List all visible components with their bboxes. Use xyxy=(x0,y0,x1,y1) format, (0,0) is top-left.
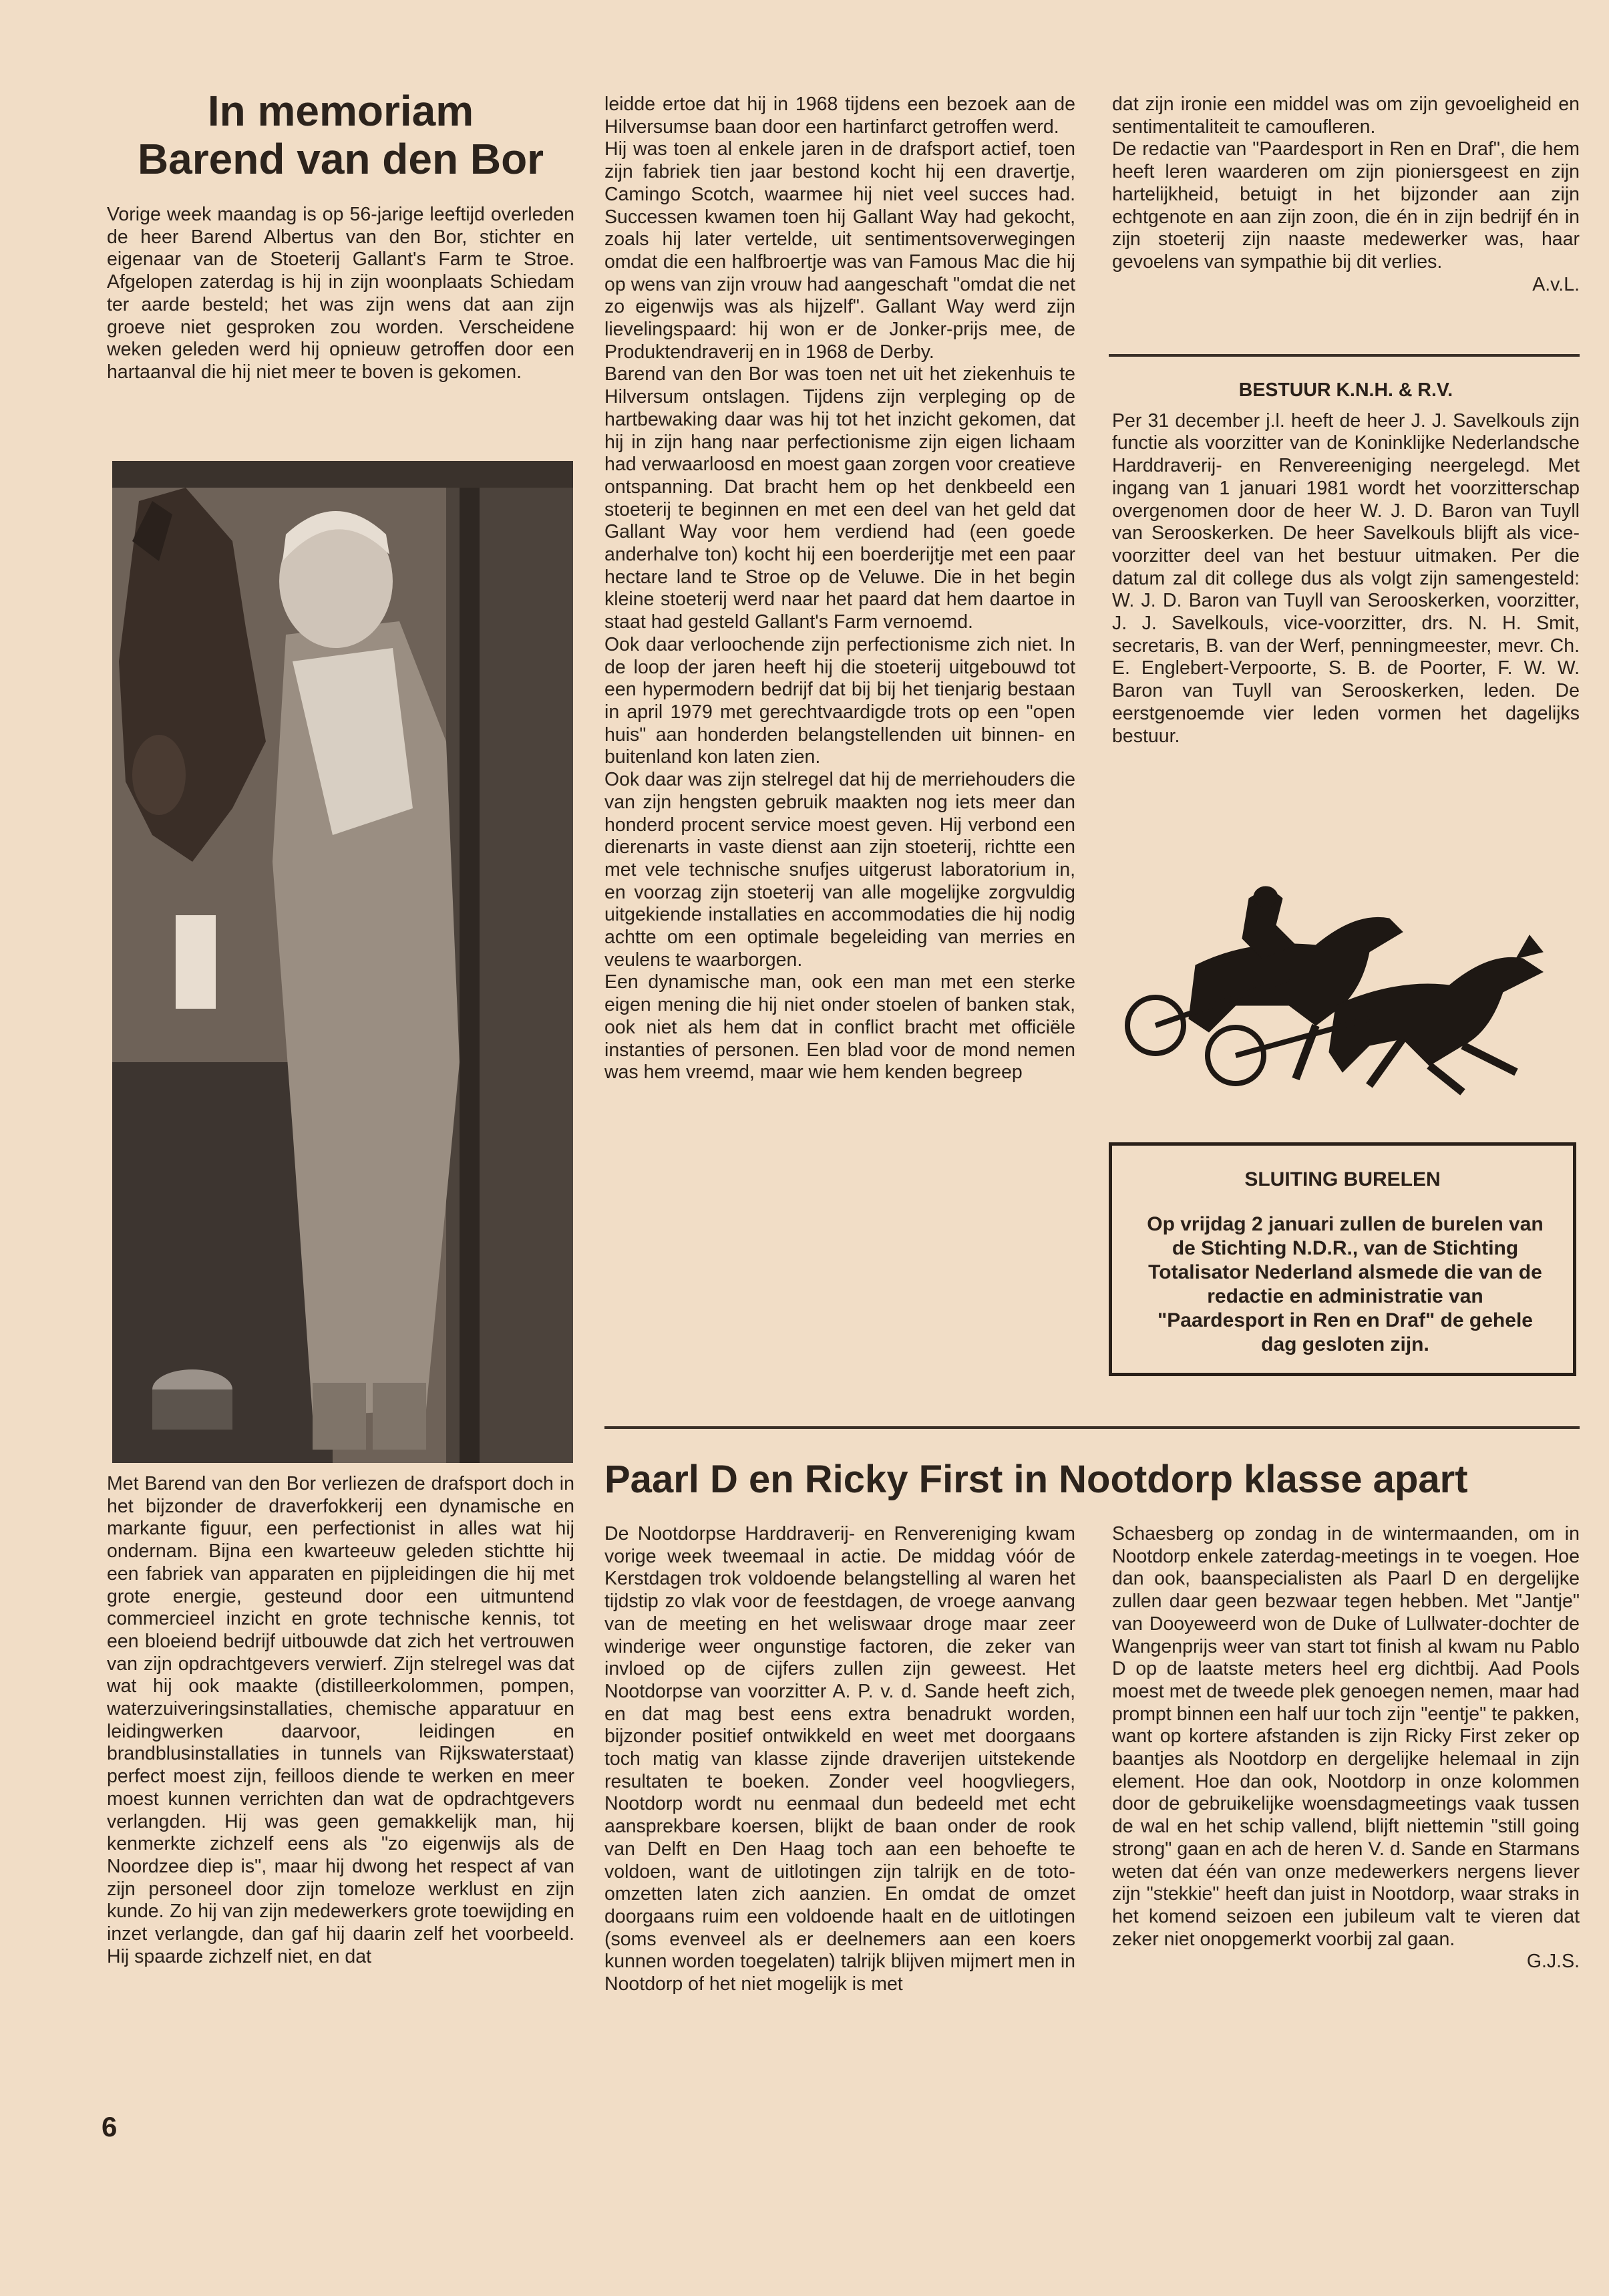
col2-paragraph-1: leidde ertoe dat hij in 1968 tijdens een bezoek aan de Hilversumse baan door een hartinfarct getroffen werd. xyxy=(604,94,1075,138)
article1-intro xyxy=(107,204,574,384)
title-line-2: Barend van den Bor xyxy=(137,135,544,183)
article2-col2-text: Schaesberg op zondag in de wintermaanden, om in Nootdorp enkele zaterdag-meetings in te voegen. Hoe dan ook, baanspecialisten als Paarl D en dergelijke zullen daar geen bezwaar tegen hebben. Met "Jantje" van Dooyeweerd won de Duke of Lullwater-dochter de Wangenprijs weer van start tot finish al kwam nu Pablo D op de laatste meters heel erg dichtbij. Aad Pools moest met de tweede plek genoegen nemen, maar had prompt binnen een half uur toch zijn "eentje" te pakken, want op kortere afstanden is zijn Ricky First zeker op baantjes als Nootdorp en dergelijke helemaal in zijn element. Hoe dan ook, Nootdorp in onze kolommen door de gebruikelijke woensdagmeetings vaak tussen de wal en het schip vallend, blijft niettemin "still going strong" gaan en ach de heren V. d. Sande en Starmans weten dat één van onze medewerkers nergens liever zijn "stekkie" heeft dan juist in Nootdorp, waar straks in het komend seizoen een jubileum valt te vieren dat zeker niet onopgemerkt voorbij zal gaan. xyxy=(1112,1523,1580,1950)
article2-title: Paarl D en Ricky First in Nootdorp klasse apart xyxy=(604,1458,1468,1501)
col3-paragraph-2: De redactie van "Paardesport in Ren en Draf", die hem heeft leren waarderen om zijn pioniersgeest en zijn hartelijkheid, betuigt in het bijzonder aan zijn echtgenote en aan zijn zoon, die én in zijn bedrijf én in zijn stoeterij zijn naaste medewerker was, haar gevoelens van sympathie bij dit verlies. xyxy=(1112,138,1580,273)
article2-signature: G.J.S. xyxy=(1526,1951,1580,1973)
col1-bottom-paragraph: Met Barend van den Bor verliezen de drafsport doch in het bijzonder de draverfokkerij een dynamische en markante figuur, een perfectionist in alles wat hij ondernam. Bijna een kwarteeuw geleden stichtte hij een fabriek van apparaten en pijpleidingen die hij met grote energie, gesteund door een uitmuntend commercieel inzicht en grote technische kennis, tot een bloeiend bedrijf uitbouwde dat zich het vertrouwen van zijn opdrachtgevers verwierf. Zijn stelregel was dat wat hij ook maakte (distilleerkolommen, pompen, waterzuiveringsinstallaties, chemische apparatuur en leidingwerken daarvoor, leidingen en brandblusinstallaties in tunnels van Rijkswaterstaat) perfect moest zijn, feilloos diende te werken en meer moest kunnen verrichten dan wat de opdrachtgevers verlangden. Hij was geen gemakkelijk man, hij kenmerkte zichzelf eens als "zo eigenwijs als de Noordzee diep is", maar hij dwong het respect af van zijn personeel door zijn tomeloze werklust en zijn kunde. Zo hij van zijn medewerkers grote toewijding en inzet verlangde, dan gaf hij daarin zelf het voorbeeld. Hij spaarde zichzelf niet, en dat xyxy=(107,1473,574,1967)
sluiting-heading: SLUITING BURELEN xyxy=(1244,1168,1441,1190)
col2-paragraph-6: Een dynamische man, ook een man met een sterke eigen mening die hij niet onder stoelen of banken stak, ook niet als hem dat in conflict bracht met officiële instanties of personen. Een blad voor de mond nemen was hem vreemd, maar wie hem kenden begreep xyxy=(604,971,1075,1084)
article1-col1-bottom xyxy=(107,1473,574,1968)
col2-paragraph-2: Hij was toen al enkele jaren in de drafsport actief, toen zijn fabriek tien jaar bestond kocht hij een dravertje, Camingo Scotch, waarmee hij niet veel succes had. Successen kwamen toen hij Gallant Way had gekocht, zoals hij later vertelde, uit sentimentsoverwegingen omdat die een halfbroertje was van Famous Mac die hij op wens van zijn vrouw had aangeschaft "omdat die net zo eigenwijs was als hijzelf". Gallant Way werd zijn lievelingspaard: hij won er de Jonker-prijs mee, de Produktendraverij en in 1968 de Derby. xyxy=(604,138,1075,363)
bestuur-heading: BESTUUR K.N.H. & R.V. xyxy=(1238,379,1453,401)
harness-racing-illustration xyxy=(1115,872,1570,1099)
divider-col3 xyxy=(1109,354,1580,357)
bestuur-text: Per 31 december j.l. heeft de heer J. J. Savelkouls zijn functie als voorzitter van de Koninklijke Nederlandsche Harddraverij- en Renvereeniging neergelegd. Met ingang van 1 januari 1981 wordt het voorzitterschap overgenomen door de heer W. J. D. Baron van Tuyll van Serooskerken. De heer Savelkouls blijft als vice-voorzitter deel van het bestuur uitmaken. Per die datum zal dit college dus als volgt zijn samengesteld: W. J. D. Baron van Tuyll van Serooskerken, voorzitter, J. J. Savelkouls, vice-voorzitter, drs. N. H. Smit, secretaris, B. van der Werf, penningmeester, mevr. Ch. E. Englebert-Verpoorte, S. B. de Poorter, F. W. W. Baron van Tuyll van Serooskerken, leden. De eerstgenoemde vier leden vormen het dagelijks bestuur. xyxy=(1112,409,1580,747)
title-line-1: In memoriam xyxy=(207,87,474,135)
sluiting-burelen-box xyxy=(1109,1142,1576,1376)
sluiting-text: Op vrijdag 2 januari zullen de burelen van de Stichting N.D.R., van de Stichting Totalisator Nederland alsmede die van de redactie en administratie van "Paardesport in Ren en Draf" de gehele dag gesloten zijn. xyxy=(1147,1213,1544,1355)
page-number: 6 xyxy=(102,2111,118,2142)
article-title-in-memoriam xyxy=(100,87,581,183)
bestuur-notice xyxy=(1112,379,1580,748)
article2-col1 xyxy=(604,1523,1075,1996)
article1-col3 xyxy=(1112,94,1580,296)
intro-paragraph: Vorige week maandag is op 56-jarige leeftijd overleden de heer Barend Albertus van den Bor, stichter en eigenaar van de Stoeterij Gallant's Farm te Stroe. Afgelopen zaterdag is hij in zijn woonplaats Schiedam ter aarde besteld; het was zijn wens dat aan zijn groeve niet gesproken zou worden. Verscheidene weken geleden werd hij opnieuw getroffen door een hartaanval die hij niet meer te boven is gekomen. xyxy=(107,204,574,383)
photo-man-with-horse xyxy=(112,461,573,1463)
article1-col2 xyxy=(604,94,1075,1084)
col2-paragraph-4: Ook daar verloochende zijn perfectionisme zich niet. In de loop der jaren heeft hij die stoeterij uitgebouwd tot een hypermodern bedrijf dat bij bij het tienjarig bestaan in april 1979 met gerechtvaardigde trots op een "open huis" aan honderden belangstellenden uit binnen- en buitenland kon laten zien. xyxy=(604,633,1075,768)
col2-paragraph-3: Barend van den Bor was toen net uit het ziekenhuis te Hilversum ontslagen. Tijdens zijn verpleging op de hartbewaking daar was hij tot het inzicht gekomen, dat hij in zijn hang naar perfectionisme zijn eigen lichaam had verwaarloosd en moest gaan zorgen voor creatieve ontspanning. Dat bracht hem op het denkbeeld een stoeterij te beginnen en met een deel van het geld dat Gallant Way voor hem verdiend had (een goede anderhalve ton) kocht hij een boerderijtje met een paar hectare land te Stroe op de Veluwe. Die in het begin kleine stoeterij werd naar het paard dat hem daartoe in staat had gesteld Gallant's Farm vernoemd. xyxy=(604,363,1075,633)
divider-article2 xyxy=(604,1426,1580,1429)
article2-col1-text: De Nootdorpse Harddraverij- en Renvereniging kwam vorige week tweemaal in actie. De middag vóór de Kerstdagen trok voldoende belangstelling al waren het tijdstip zo vlak voor de feestdagen, de vroege aanvang van de meeting en het weliswaar droge maar zeer winderige weer ongunstige factoren, die zeker van invloed op de cijfers zullen zijn geweest. Het Nootdorpse van voorzitter A. P. v. d. Sande heeft zich, en dat mag best eens extra benadrukt worden, bijzonder positief ontwikkeld en weet met doorgaans toch matig van klasse zijnde draverijen uitstekende resultaten te boeken. Zonder veel hoogvliegers, Nootdorp wordt nu eenmaal dun bedeeld met echt aansprekbare koersen, blijkt de baan onder de rook van Delft en Den Haag toch aan een behoefte te voldoen, want de uitlotingen zijn talrijk en de toto-omzetten laten zich aanzien. En omdat de omzet doorgaans ruim een voldoende haalt en de uitlotingen (soms evenveel als er deelnemers aan een koers kunnen worden toegelaten) talrijk blijven mijmert men in Nootdorp of het niet mogelijk is met xyxy=(604,1523,1075,1995)
article1-signature: A.v.L. xyxy=(1532,273,1580,295)
col3-paragraph-1: dat zijn ironie een middel was om zijn gevoeligheid en sentimentaliteit te camoufleren. xyxy=(1112,94,1580,138)
article2-col2 xyxy=(1112,1523,1580,1973)
col2-paragraph-5: Ook daar was zijn stelregel dat hij de merriehouders die van zijn hengsten gebruik maakten nog iets meer dan honderd procent service moest geven. Hij verbond een dierenarts in vaste dienst aan zijn stoeterij, richtte een met vele technische snufjes uitgerust laboratorium in, en voorzag zijn stoeterij van alle mogelijke zorgvuldig uitgekiende installaties en accommodaties die hij nodig achtte om een optimale begeleiding van merries en veulens te waarborgen. xyxy=(604,769,1075,971)
